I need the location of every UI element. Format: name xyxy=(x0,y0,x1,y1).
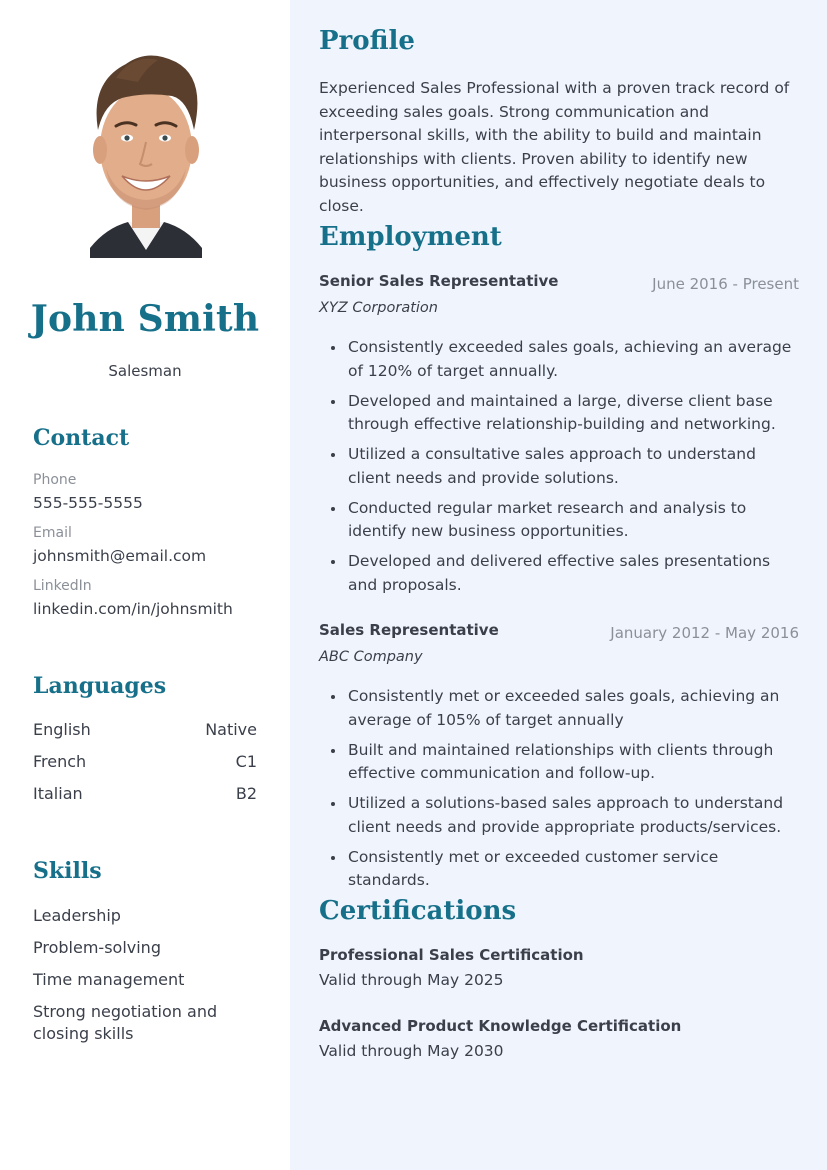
language-name: Italian xyxy=(33,784,83,803)
linkedin-label: LinkedIn xyxy=(33,578,92,594)
profile-heading: Profile xyxy=(319,26,415,56)
profile-text: Experienced Sales Professional with a proven track record of exceeding sales goals. Strong communication and interpersonal skills, with the ability to build and maintain relationships with clients. Proven ability to identify new business opportunities, and effectively negotiate deals to close. xyxy=(319,79,790,215)
list-item: Consistently met or exceeded customer service standards. xyxy=(319,846,803,893)
job-title: Sales Representative xyxy=(319,621,499,639)
cert-valid: Valid through May 2030 xyxy=(319,1042,504,1060)
list-item: Consistently met or exceeded sales goals, achieving an average of 105% of target annually xyxy=(319,685,803,732)
left-column xyxy=(0,0,290,1170)
language-row xyxy=(33,752,257,771)
list-item: Built and maintained relationships with clients through effective communication and follow-up. xyxy=(319,739,803,786)
job-dates: January 2012 - May 2016 xyxy=(610,624,799,642)
right-column xyxy=(290,0,827,1170)
cert-valid: Valid through May 2025 xyxy=(319,971,504,989)
contact-heading: Contact xyxy=(33,425,130,451)
email-label: Email xyxy=(33,525,72,541)
certifications-heading: Certifications xyxy=(319,896,517,926)
person-name: John Smith xyxy=(30,298,260,340)
person-title: Salesman xyxy=(108,362,182,380)
cert-name: Advanced Product Knowledge Certification xyxy=(319,1017,682,1035)
language-row xyxy=(33,784,257,803)
language-level: C1 xyxy=(235,752,257,771)
language-row xyxy=(33,720,257,739)
linkedin-value[interactable]: linkedin.com/in/johnsmith xyxy=(33,600,233,618)
phone-label: Phone xyxy=(33,472,77,488)
skill-item: Time management xyxy=(33,970,185,989)
language-name: French xyxy=(33,752,87,771)
languages-heading: Languages xyxy=(33,673,167,699)
skills-heading: Skills xyxy=(33,858,102,884)
job-company: ABC Company xyxy=(319,649,423,665)
phone-value[interactable]: 555-555-5555 xyxy=(33,494,143,512)
skill-item: Leadership xyxy=(33,906,121,925)
language-level: Native xyxy=(205,720,257,739)
job-company: XYZ Corporation xyxy=(319,300,438,316)
email-value[interactable]: johnsmith@email.com xyxy=(33,547,207,565)
profile-photo xyxy=(76,38,216,258)
job-bullets xyxy=(319,685,803,899)
list-item: Developed and maintained a large, diverse client base through effective relationship-building and networking. xyxy=(319,390,803,437)
skill-item: Problem-solving xyxy=(33,938,161,957)
list-item: Utilized a consultative sales approach to understand client needs and provide solutions. xyxy=(319,443,803,490)
list-item: Developed and delivered effective sales presentations and proposals. xyxy=(319,550,803,597)
cert-name: Professional Sales Certification xyxy=(319,946,584,964)
job-dates: June 2016 - Present xyxy=(652,275,799,293)
list-item: Conducted regular market research and analysis to identify new business opportunities. xyxy=(319,497,803,544)
job-bullets xyxy=(319,336,803,604)
language-name: English xyxy=(33,720,91,739)
skill-item: Strong negotiation and closing skills xyxy=(33,1002,218,1043)
language-level: B2 xyxy=(235,784,257,803)
employment-heading: Employment xyxy=(319,222,502,252)
list-item: Utilized a solutions-based sales approach to understand client needs and provide appropriate products/services. xyxy=(319,792,803,839)
list-item: Consistently exceeded sales goals, achieving an average of 120% of target annually. xyxy=(319,336,803,383)
job-title: Senior Sales Representative xyxy=(319,272,559,290)
